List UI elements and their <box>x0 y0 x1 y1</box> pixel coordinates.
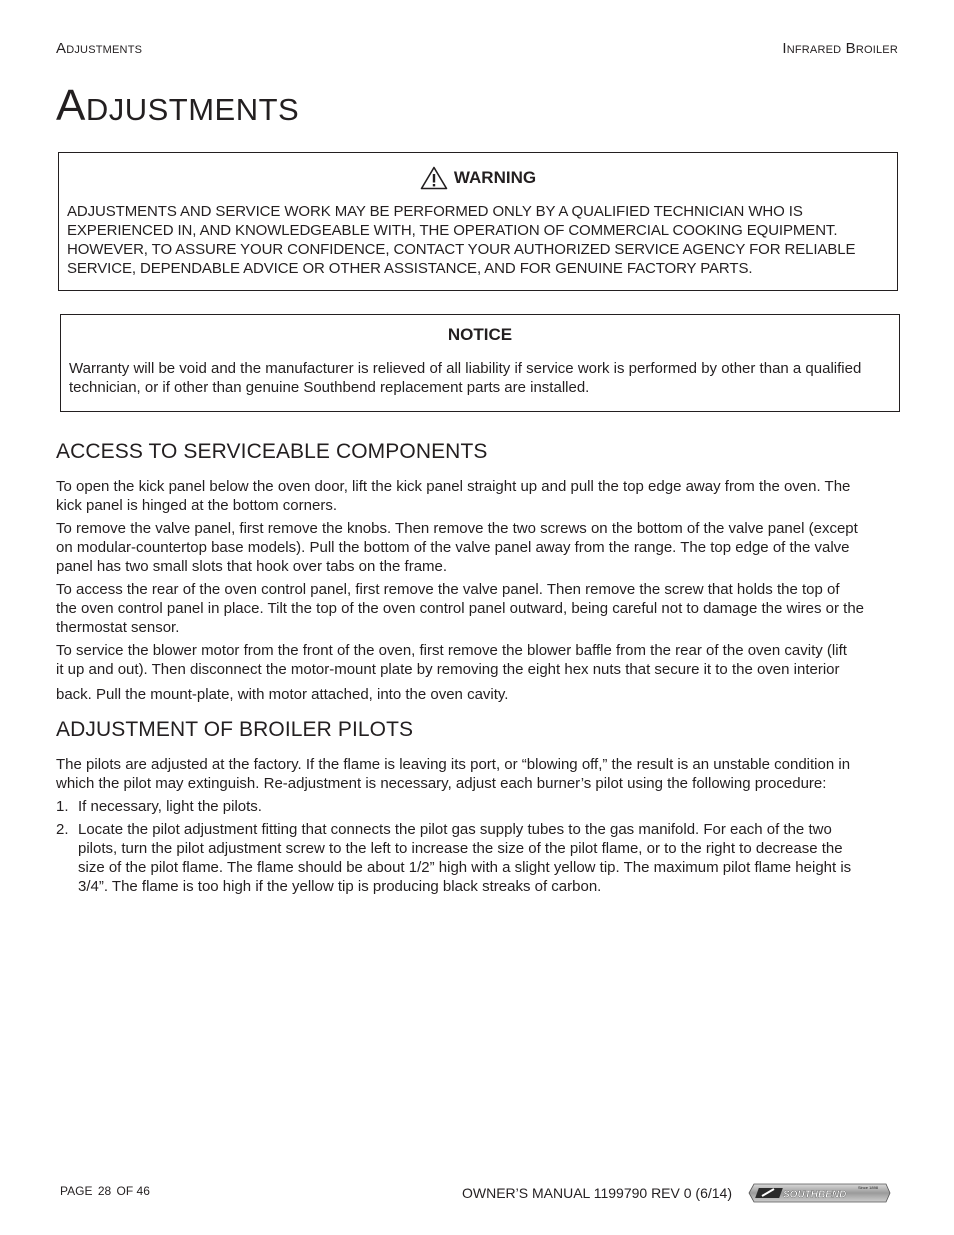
paragraph-blower-motor-end: back. Pull the mount-plate, with motor attached, into the oven cavity. <box>56 686 509 703</box>
logo-wordmark: SOUTHBEND <box>783 1189 847 1201</box>
section-heading-access: ACCESS TO SERVICEABLE COMPONENTS <box>56 440 488 463</box>
list-item <box>56 820 898 896</box>
list-line: Locate the pilot adjustment fitting that connects the pilot gas supply tubes to the gas manifold. For each of the two <box>78 821 832 838</box>
warning-line: SERVICE, DEPENDABLE ADVICE OR OTHER ASSISTANCE, AND FOR GENUINE FACTORY PARTS. <box>67 260 753 277</box>
warning-line: EXPERIENCED IN, AND KNOWLEDGEABLE WITH, THE OPERATION OF COMMERCIAL COOKING EQUIPMENT. <box>67 222 838 239</box>
paragraph-line: on modular-countertop base models). Pull the bottom of the valve panel away from the range. The top edge of the valve <box>56 539 850 556</box>
paragraph-line: To open the kick panel below the oven door, lift the kick panel straight up and pull the top edge away from the oven. The <box>56 478 851 495</box>
paragraph-line: panel has two small slots that hook over tabs on the frame. <box>56 558 448 575</box>
paragraph-line: To access the rear of the oven control panel, first remove the valve panel. Then remove the screw that holds the top of <box>56 581 840 598</box>
paragraph-line: kick panel is hinged at the bottom corners. <box>56 497 337 514</box>
section-heading-pilots: ADJUSTMENT OF BROILER PILOTS <box>56 718 414 741</box>
paragraph-pilots-intro <box>56 755 898 793</box>
footer-page-of: OF 46 <box>116 1184 150 1198</box>
footer-manual-id: OWNER’S MANUAL 1199790 REV 0 (6/14) <box>462 1185 732 1201</box>
southbend-logo <box>746 1182 892 1204</box>
paragraph-line: To service the blower motor from the front of the oven, first remove the blower baffle from the rear of the oven cavity (lift <box>56 642 847 659</box>
paragraph-line: thermostat sensor. <box>56 619 180 636</box>
list-item <box>56 797 898 816</box>
paragraph-kick-panel <box>56 477 898 515</box>
paragraph-line: The pilots are adjusted at the factory. If the flame is leaving its port, or “blowing off,” the result is an unstable condition in <box>56 756 851 773</box>
list-line: 3/4”. The flame is too high if the yellow tip is producing black streaks of carbon. <box>78 878 602 895</box>
notice-box <box>60 314 900 412</box>
warning-line: ADJUSTMENTS AND SERVICE WORK MAY BE PERFORMED ONLY BY A QUALIFIED TECHNICIAN WHO IS <box>67 203 803 220</box>
list-line: size of the pilot flame. The flame should be about 1/2” high with a slight yellow tip. The maximum pilot flame height is <box>78 859 852 876</box>
warning-triangle-icon <box>420 166 448 190</box>
paragraph-oven-control-panel <box>56 580 898 637</box>
paragraph-line: it up and out). Then disconnect the motor-mount plate by removing the eight hex nuts that secure it to the oven interior <box>56 661 840 678</box>
footer-page-label: PAGE <box>60 1184 93 1198</box>
list-text <box>78 820 898 896</box>
warning-line: HOWEVER, TO ASSURE YOUR CONFIDENCE, CONTACT YOUR AUTHORIZED SERVICE AGENCY FOR RELIABLE <box>67 241 856 258</box>
paragraph-valve-panel <box>56 519 898 576</box>
paragraph-line: the oven control panel in place. Tilt the top of the oven control panel outward, being careful not to damage the wires or the <box>56 600 865 617</box>
footer-page-num: 28 <box>97 1184 112 1198</box>
logo-since: Since 1898 <box>858 1185 879 1190</box>
paragraph-blower-motor <box>56 641 898 679</box>
notice-heading: NOTICE <box>447 325 513 344</box>
list-number: 2. <box>56 821 69 838</box>
list-number: 1. <box>56 798 69 815</box>
notice-line: Warranty will be void and the manufacturer is relieved of all liability if service work is performed by other than a qualified <box>69 360 862 377</box>
paragraph-line: To remove the valve panel, first remove the knobs. Then remove the two screws on the bottom of the valve panel (except <box>56 520 858 537</box>
page-title: Adjustments <box>56 81 300 130</box>
notice-text <box>69 359 891 397</box>
warning-heading-row <box>59 166 897 190</box>
running-header-right: Infrared Broiler <box>782 40 898 57</box>
notice-line: technician, or if other than genuine Southbend replacement parts are installed. <box>69 379 590 396</box>
warning-text <box>67 202 889 278</box>
warning-heading: WARNING <box>453 168 537 187</box>
paragraph-line: which the pilot may extinguish. Re-adjustment is necessary, adjust each burner’s pilot using the following procedure: <box>56 775 827 792</box>
list-text: If necessary, light the pilots. <box>78 798 262 815</box>
footer-page-number <box>60 1184 152 1198</box>
warning-box <box>58 152 898 291</box>
list-line: pilots, turn the pilot adjustment screw to the left to increase the size of the pilot flame, or to the right to decrease the <box>78 840 843 857</box>
running-header-left: Adjustments <box>56 40 143 57</box>
